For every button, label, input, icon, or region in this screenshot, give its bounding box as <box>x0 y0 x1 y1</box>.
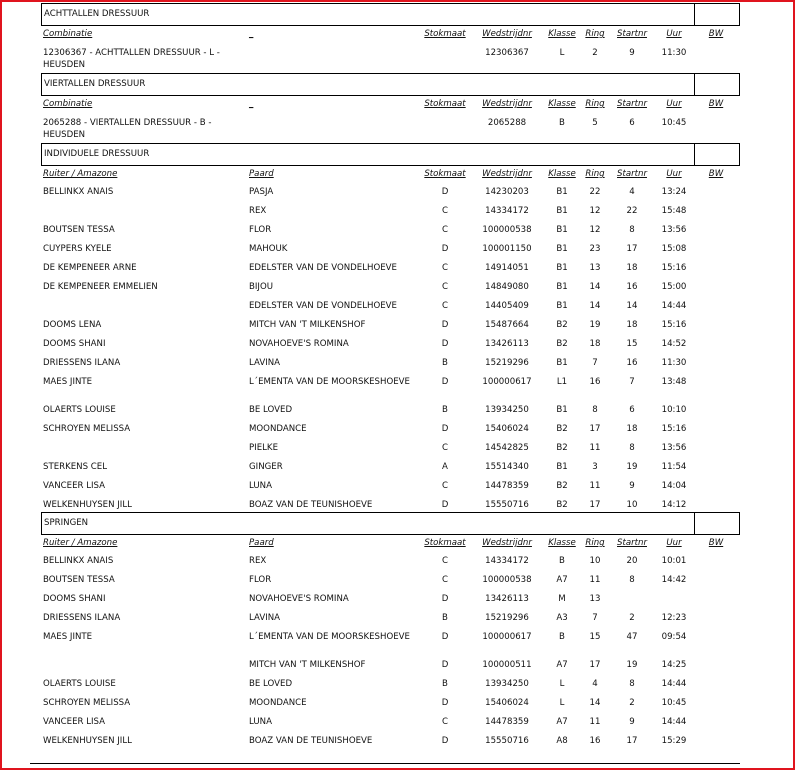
cell-stokmaat: C <box>441 575 449 585</box>
cell-klasse: B <box>559 632 565 642</box>
cell-ring: 22 <box>589 187 601 197</box>
cell-klasse: B1 <box>556 263 568 273</box>
cell-ring: 2 <box>592 48 598 58</box>
cell-stokmaat: A <box>442 462 448 472</box>
cell-ring: 10 <box>589 556 601 566</box>
horse-name: BE LOVED <box>249 405 293 415</box>
rider-name: BELLINKX ANAIS <box>43 187 114 197</box>
cell-klasse: B2 <box>556 481 568 491</box>
cell-uur: 14:12 <box>661 500 687 510</box>
rider-name: STERKENS CEL <box>43 462 108 472</box>
cell-klasse: B1 <box>556 405 568 415</box>
rider-name: 12306367 - ACHTTALLEN DRESSUUR - L - HEUSDEN <box>43 48 220 70</box>
cell-ring: 11 <box>589 443 601 453</box>
cell-klasse: B1 <box>556 301 568 311</box>
cell-klasse: B2 <box>556 443 568 453</box>
cell-ring: 14 <box>589 301 601 311</box>
cell-uur: 15:48 <box>661 206 687 216</box>
horse-name: BE LOVED <box>249 679 293 689</box>
cell-uur: 10:45 <box>661 118 687 128</box>
column-header-klasse: Klasse <box>548 29 576 39</box>
horse-name: MITCH VAN 'T MILKENSHOF <box>249 320 366 330</box>
cell-startnr: 8 <box>629 443 635 453</box>
column-header-startnr: Startnr <box>617 29 647 39</box>
cell-stokmaat: C <box>441 206 449 216</box>
cell-klasse: L <box>559 679 565 689</box>
cell-stokmaat: B <box>442 613 448 623</box>
section-title: INDIVIDUELE DRESSUUR <box>44 149 150 159</box>
cell-uur: 11:54 <box>661 462 687 472</box>
horse-name: BOAZ VAN DE TEUNISHOEVE <box>249 500 373 510</box>
cell-stokmaat: C <box>441 717 449 727</box>
column-header-stokmaat: Stokmaat <box>424 169 466 179</box>
column-header-ring: Ring <box>585 538 605 548</box>
cell-wedstrijdnr: 14849080 <box>485 282 529 292</box>
cell-ring: 7 <box>592 358 598 368</box>
cell-wedstrijdnr: 15550716 <box>485 736 529 746</box>
cell-klasse: B1 <box>556 282 568 292</box>
cell-startnr: 9 <box>629 48 635 58</box>
cell-ring: 16 <box>589 736 601 746</box>
cell-wedstrijdnr: 13426113 <box>485 339 529 349</box>
cell-klasse: B1 <box>556 358 568 368</box>
horse-name: MITCH VAN 'T MILKENSHOF <box>249 660 366 670</box>
cell-uur: 13:56 <box>661 225 687 235</box>
cell-wedstrijdnr: 12306367 <box>485 48 529 58</box>
cell-wedstrijdnr: 14230203 <box>485 187 529 197</box>
column-header-klasse: Klasse <box>548 99 576 109</box>
cell-klasse: B1 <box>556 187 568 197</box>
cell-klasse: B2 <box>556 500 568 510</box>
section-divider <box>694 4 695 25</box>
cell-startnr: 7 <box>629 377 635 387</box>
cell-wedstrijdnr: 100000617 <box>482 377 532 387</box>
cell-uur: 14:25 <box>661 660 687 670</box>
rider-name: DE KEMPENEER ARNE <box>43 263 137 273</box>
horse-name: GINGER <box>249 462 283 472</box>
cell-stokmaat: D <box>441 736 449 746</box>
rider-name: MAES JINTE <box>43 377 93 387</box>
cell-startnr: 8 <box>629 225 635 235</box>
column-header-uur: Uur <box>666 538 682 548</box>
cell-uur: 14:44 <box>661 301 687 311</box>
cell-wedstrijdnr: 15550716 <box>485 500 529 510</box>
cell-startnr: 6 <box>629 118 635 128</box>
cell-ring: 18 <box>589 339 601 349</box>
rider-name: BOUTSEN TESSA <box>43 575 115 585</box>
cell-wedstrijdnr: 14542825 <box>485 443 529 453</box>
horse-name: BIJOU <box>249 282 274 292</box>
cell-wedstrijdnr: 13934250 <box>485 679 529 689</box>
cell-uur: 10:01 <box>661 556 687 566</box>
cell-startnr: 9 <box>629 481 635 491</box>
horse-name: EDELSTER VAN DE VONDELHOEVE <box>249 301 397 311</box>
cell-wedstrijdnr: 15514340 <box>485 462 529 472</box>
cell-stokmaat: C <box>441 301 449 311</box>
cell-uur: 14:04 <box>661 481 687 491</box>
rider-name: DOOMS SHANI <box>43 339 106 349</box>
cell-startnr: 8 <box>629 679 635 689</box>
cell-stokmaat: C <box>441 282 449 292</box>
column-header-combinatie: Combinatie <box>43 99 93 109</box>
cell-startnr: 15 <box>626 339 638 349</box>
column-header-startnr: Startnr <box>617 169 647 179</box>
horse-name: PIELKE <box>249 443 278 453</box>
cell-klasse: B2 <box>556 320 568 330</box>
cell-startnr: 19 <box>626 462 638 472</box>
cell-ring: 16 <box>589 377 601 387</box>
cell-wedstrijdnr: 2065288 <box>487 118 527 128</box>
section-title: VIERTALLEN DRESSUUR <box>44 79 146 89</box>
cell-ring: 11 <box>589 717 601 727</box>
cell-uur: 13:56 <box>661 443 687 453</box>
cell-wedstrijdnr: 14478359 <box>485 717 529 727</box>
cell-uur: 15:16 <box>661 263 687 273</box>
cell-startnr: 4 <box>629 187 635 197</box>
cell-ring: 5 <box>592 118 598 128</box>
column-header-klasse: Klasse <box>548 169 576 179</box>
cell-ring: 7 <box>592 613 598 623</box>
rider-name: SCHROYEN MELISSA <box>43 424 131 434</box>
horse-name: LUNA <box>249 481 272 491</box>
horse-name: L´EMENTA VAN DE MOORSKESHOEVE <box>249 632 410 642</box>
cell-stokmaat: D <box>441 660 449 670</box>
cell-stokmaat: B <box>442 679 448 689</box>
rider-name: 2065288 - VIERTALLEN DRESSUUR - B - HEUSDEN <box>43 118 212 140</box>
cell-klasse: M <box>558 594 566 604</box>
column-header-uur: Uur <box>666 169 682 179</box>
section-title: SPRINGEN <box>44 518 89 528</box>
cell-stokmaat: C <box>441 481 449 491</box>
cell-startnr: 47 <box>626 632 638 642</box>
cell-stokmaat: D <box>441 698 449 708</box>
column-header-bw: BW <box>708 169 724 179</box>
horse-name: MAHOUK <box>249 244 288 254</box>
column-header-bw: BW <box>708 29 724 39</box>
rider-name: DE KEMPENEER EMMELIEN <box>43 282 158 292</box>
column-header-bw: BW <box>708 99 724 109</box>
cell-klasse: B1 <box>556 225 568 235</box>
cell-wedstrijdnr: 15406024 <box>485 424 529 434</box>
column-header-wedstrijdnr: Wedstrijdnr <box>482 538 532 548</box>
cell-stokmaat: D <box>441 320 449 330</box>
rider-name: VANCEER LISA <box>43 481 106 491</box>
horse-name: PASJA <box>249 187 274 197</box>
cell-uur: 09:54 <box>661 632 687 642</box>
cell-stokmaat: B <box>442 405 448 415</box>
cell-startnr: 14 <box>626 301 638 311</box>
horse-name: FLOR <box>249 225 272 235</box>
column-header-ring: Ring <box>585 169 605 179</box>
horse-name: NOVAHOEVE'S ROMINA <box>249 339 349 349</box>
rider-name: MAES JINTE <box>43 632 93 642</box>
cell-klasse: A7 <box>556 660 568 670</box>
cell-startnr: 9 <box>629 717 635 727</box>
cell-uur: 14:52 <box>661 339 687 349</box>
cell-stokmaat: C <box>441 225 449 235</box>
column-header-paard: Paard <box>249 538 274 548</box>
cell-stokmaat: D <box>441 500 449 510</box>
cell-ring: 3 <box>592 462 598 472</box>
cell-ring: 11 <box>589 575 601 585</box>
cell-klasse: B1 <box>556 206 568 216</box>
cell-ring: 12 <box>589 206 601 216</box>
cell-klasse: L1 <box>556 377 568 387</box>
rider-name: BOUTSEN TESSA <box>43 225 115 235</box>
column-header-uur: Uur <box>666 29 682 39</box>
cell-startnr: 17 <box>626 244 638 254</box>
cell-uur: 14:44 <box>661 717 687 727</box>
cell-ring: 13 <box>589 594 601 604</box>
column-header-stokmaat: Stokmaat <box>424 99 466 109</box>
cell-wedstrijdnr: 14405409 <box>485 301 529 311</box>
cell-uur: 14:44 <box>661 679 687 689</box>
horse-name: LAVINA <box>249 358 281 368</box>
section-title: ACHTTALLEN DRESSUUR <box>44 9 150 19</box>
cell-uur: 11:30 <box>661 358 687 368</box>
column-header-ruiter: Ruiter / Amazone <box>43 538 118 548</box>
cell-wedstrijdnr: 15219296 <box>485 358 529 368</box>
cell-klasse: B2 <box>556 424 568 434</box>
cell-uur: 15:29 <box>661 736 687 746</box>
cell-klasse: B1 <box>556 244 568 254</box>
cell-uur: 14:42 <box>661 575 687 585</box>
cell-klasse: L <box>559 698 565 708</box>
cell-klasse: A7 <box>556 717 568 727</box>
cell-stokmaat: D <box>441 594 449 604</box>
column-header-wedstrijdnr: Wedstrijdnr <box>482 29 532 39</box>
cell-ring: 11 <box>589 481 601 491</box>
cell-startnr: 22 <box>626 206 638 216</box>
cell-wedstrijdnr: 100001150 <box>482 244 532 254</box>
column-header-paard: _ <box>249 29 254 39</box>
cell-uur: 13:24 <box>661 187 687 197</box>
cell-uur: 11:30 <box>661 48 687 58</box>
column-header-uur: Uur <box>666 99 682 109</box>
column-header-paard: Paard <box>249 169 274 179</box>
cell-stokmaat: D <box>441 632 449 642</box>
column-header-stokmaat: Stokmaat <box>424 538 466 548</box>
cell-wedstrijdnr: 100000538 <box>482 575 532 585</box>
cell-wedstrijdnr: 100000538 <box>482 225 532 235</box>
cell-stokmaat: D <box>441 377 449 387</box>
rider-name: DRIESSENS ILANA <box>43 358 121 368</box>
horse-name: REX <box>249 556 267 566</box>
column-header-wedstrijdnr: Wedstrijdnr <box>482 169 532 179</box>
column-header-klasse: Klasse <box>548 538 576 548</box>
cell-startnr: 18 <box>626 424 638 434</box>
cell-ring: 17 <box>589 660 601 670</box>
cell-uur: 15:16 <box>661 424 687 434</box>
cell-uur: 12:23 <box>661 613 687 623</box>
cell-klasse: B1 <box>556 462 568 472</box>
horse-name: EDELSTER VAN DE VONDELHOEVE <box>249 263 397 273</box>
rider-name: OLAERTS LOUISE <box>43 405 116 415</box>
cell-ring: 23 <box>589 244 601 254</box>
cell-uur: 10:45 <box>661 698 687 708</box>
rider-name: CUYPERS KYELE <box>43 244 112 254</box>
column-header-ruiter: Ruiter / Amazone <box>43 169 118 179</box>
rider-name: DOOMS SHANI <box>43 594 106 604</box>
cell-wedstrijdnr: 14334172 <box>485 556 529 566</box>
cell-wedstrijdnr: 13426113 <box>485 594 529 604</box>
cell-uur: 10:10 <box>661 405 687 415</box>
cell-startnr: 20 <box>626 556 638 566</box>
cell-startnr: 19 <box>626 660 638 670</box>
cell-klasse: A3 <box>556 613 568 623</box>
cell-stokmaat: D <box>441 244 449 254</box>
section-header <box>41 73 740 96</box>
horse-name: LUNA <box>249 717 272 727</box>
cell-klasse: A7 <box>556 575 568 585</box>
cell-stokmaat: B <box>442 358 448 368</box>
column-header-startnr: Startnr <box>617 99 647 109</box>
column-header-paard: _ <box>249 99 254 109</box>
section-header <box>41 512 740 535</box>
horse-name: BOAZ VAN DE TEUNISHOEVE <box>249 736 373 746</box>
cell-startnr: 17 <box>626 736 638 746</box>
cell-wedstrijdnr: 15219296 <box>485 613 529 623</box>
cell-stokmaat: C <box>441 556 449 566</box>
cell-uur: 15:16 <box>661 320 687 330</box>
cell-ring: 14 <box>589 282 601 292</box>
section-header <box>41 143 740 166</box>
horse-name: MOONDANCE <box>249 424 307 434</box>
cell-startnr: 6 <box>629 405 635 415</box>
rider-name: WELKENHUYSEN JILL <box>43 500 132 510</box>
column-header-ring: Ring <box>585 99 605 109</box>
cell-stokmaat: C <box>441 443 449 453</box>
cell-klasse: B <box>559 556 565 566</box>
cell-stokmaat: D <box>441 339 449 349</box>
rider-name: OLAERTS LOUISE <box>43 679 116 689</box>
column-header-combinatie: Combinatie <box>43 29 93 39</box>
horse-name: NOVAHOEVE'S ROMINA <box>249 594 349 604</box>
cell-ring: 17 <box>589 424 601 434</box>
rider-name: SCHROYEN MELISSA <box>43 698 131 708</box>
cell-stokmaat: D <box>441 424 449 434</box>
cell-startnr: 16 <box>626 282 638 292</box>
column-header-ring: Ring <box>585 29 605 39</box>
cell-startnr: 16 <box>626 358 638 368</box>
cell-ring: 17 <box>589 500 601 510</box>
cell-uur: 15:00 <box>661 282 687 292</box>
cell-startnr: 2 <box>629 698 635 708</box>
rider-name: WELKENHUYSEN JILL <box>43 736 132 746</box>
section-divider <box>694 513 695 534</box>
section-divider <box>694 144 695 165</box>
cell-stokmaat: C <box>441 263 449 273</box>
cell-startnr: 18 <box>626 320 638 330</box>
cell-startnr: 18 <box>626 263 638 273</box>
cell-stokmaat: D <box>441 187 449 197</box>
horse-name: MOONDANCE <box>249 698 307 708</box>
horse-name: FLOR <box>249 575 272 585</box>
column-header-stokmaat: Stokmaat <box>424 29 466 39</box>
cell-klasse: L <box>559 48 565 58</box>
cell-wedstrijdnr: 14334172 <box>485 206 529 216</box>
cell-ring: 8 <box>592 405 598 415</box>
section-header <box>41 3 740 26</box>
cell-ring: 14 <box>589 698 601 708</box>
cell-wedstrijdnr: 100000617 <box>482 632 532 642</box>
cell-startnr: 8 <box>629 575 635 585</box>
cell-ring: 19 <box>589 320 601 330</box>
horse-name: L´EMENTA VAN DE MOORSKESHOEVE <box>249 377 410 387</box>
rider-name: DOOMS LENA <box>43 320 102 330</box>
cell-ring: 4 <box>592 679 598 689</box>
cell-startnr: 10 <box>626 500 638 510</box>
rider-name: DRIESSENS ILANA <box>43 613 121 623</box>
cell-wedstrijdnr: 13934250 <box>485 405 529 415</box>
horse-name: LAVINA <box>249 613 281 623</box>
section-divider <box>694 74 695 95</box>
column-header-bw: BW <box>708 538 724 548</box>
horse-name: REX <box>249 206 267 216</box>
rider-name: VANCEER LISA <box>43 717 106 727</box>
cell-klasse: B2 <box>556 339 568 349</box>
cell-wedstrijdnr: 14478359 <box>485 481 529 491</box>
cell-wedstrijdnr: 100000511 <box>482 660 532 670</box>
column-header-wedstrijdnr: Wedstrijdnr <box>482 99 532 109</box>
cell-wedstrijdnr: 15406024 <box>485 698 529 708</box>
cell-wedstrijdnr: 14914051 <box>485 263 529 273</box>
column-header-startnr: Startnr <box>617 538 647 548</box>
cell-klasse: A8 <box>556 736 568 746</box>
cell-wedstrijdnr: 15487664 <box>485 320 529 330</box>
cell-klasse: B <box>559 118 565 128</box>
cell-ring: 13 <box>589 263 601 273</box>
bottom-rule <box>30 763 740 764</box>
cell-uur: 13:48 <box>661 377 687 387</box>
cell-uur: 15:08 <box>661 244 687 254</box>
rider-name: BELLINKX ANAIS <box>43 556 114 566</box>
cell-startnr: 2 <box>629 613 635 623</box>
cell-ring: 15 <box>589 632 601 642</box>
cell-ring: 12 <box>589 225 601 235</box>
